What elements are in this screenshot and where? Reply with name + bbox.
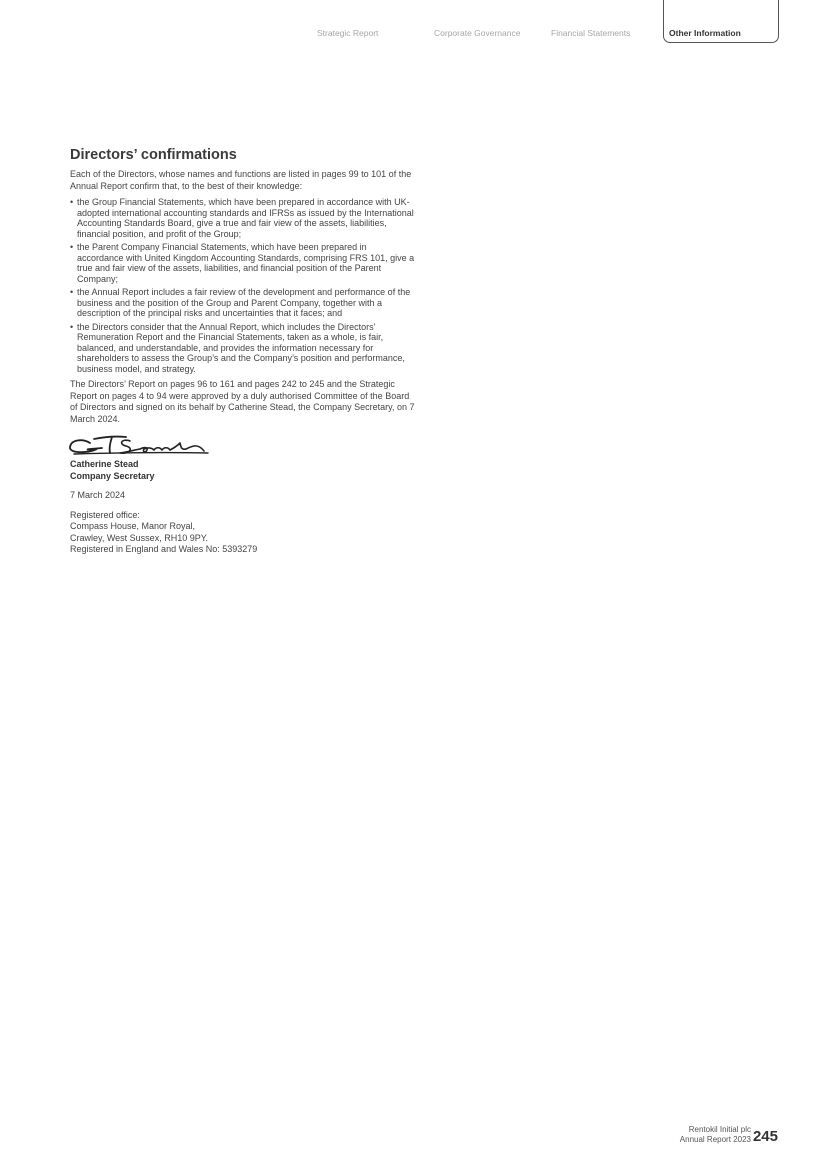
intro-paragraph: Each of the Directors, whose names and functions are listed in pages 99 to 101 of the Annual Report confirm that, to the best of their knowledge: bbox=[70, 169, 412, 191]
signature-image bbox=[68, 431, 210, 457]
signatory-name: Catherine Stead bbox=[70, 459, 139, 469]
footer-report: Annual Report 2023 bbox=[679, 1134, 751, 1144]
page-footer bbox=[680, 1125, 778, 1144]
office-address-line-1: Compass House, Manor Royal, bbox=[70, 521, 196, 531]
list-item: • the Annual Report includes a fair review of the development and performance of the business and the position of the Group and Parent Company, together with a description of the principal risks and uncertainties that it faces; and bbox=[70, 287, 415, 319]
approval-paragraph: The Directors’ Report on pages 96 to 161 and pages 242 to 245 and the Strategic Report on pages 4 to 94 were approved by a duly authorised Committee of the Board of Directors and signed on its behalf by Catherine Stead, the Company Secretary, on 7 March 2024. bbox=[70, 379, 415, 424]
tab-financial-statements[interactable]: Financial Statements bbox=[551, 28, 631, 38]
confirmation-list bbox=[70, 197, 415, 374]
tab-corporate-governance[interactable]: Corporate Governance bbox=[434, 28, 521, 38]
tab-strategic-report[interactable]: Strategic Report bbox=[317, 28, 379, 38]
tab-other-information[interactable]: Other Information bbox=[663, 0, 779, 43]
section-navigation bbox=[0, 0, 825, 46]
list-item: • the Parent Company Financial Statements, which have been prepared in accordance with United Kingdom Accounting Standards, comprising FRS 101, give a true and fair view of the assets, liabilities, and financial position of the Parent Company; bbox=[70, 242, 415, 284]
list-item: • the Directors consider that the Annual Report, which includes the Directors’ Remuneration Report and the Financial Statements, taken as a whole, is fair, balanced, and understandable, and provides the information necessary for shareholders to assess the Group’s and the Company’s position and performance, business model, and strategy. bbox=[70, 322, 415, 375]
list-item: • the Group Financial Statements, which have been prepared in accordance with UK-adopted international accounting standards and IFRSs as issued by the International Accounting Standards Board, give a true and fair view of the assets, liabilities, financial position, and profit of the Group; bbox=[70, 197, 415, 239]
footer-company: Rentokil Initial plc bbox=[688, 1125, 751, 1134]
registered-office bbox=[70, 510, 415, 556]
directors-confirmations-section bbox=[70, 146, 415, 556]
office-address-line-2: Crawley, West Sussex, RH10 9PY. bbox=[70, 532, 209, 543]
signatory-role: Company Secretary bbox=[70, 470, 155, 481]
office-label: Registered office: bbox=[70, 509, 140, 520]
registration-number: Registered in England and Wales No: 5393279 bbox=[70, 544, 258, 554]
page-number: 245 bbox=[752, 1128, 778, 1145]
section-title: Directors’ confirmations bbox=[70, 147, 237, 163]
signature-date: 7 March 2024 bbox=[70, 490, 126, 500]
